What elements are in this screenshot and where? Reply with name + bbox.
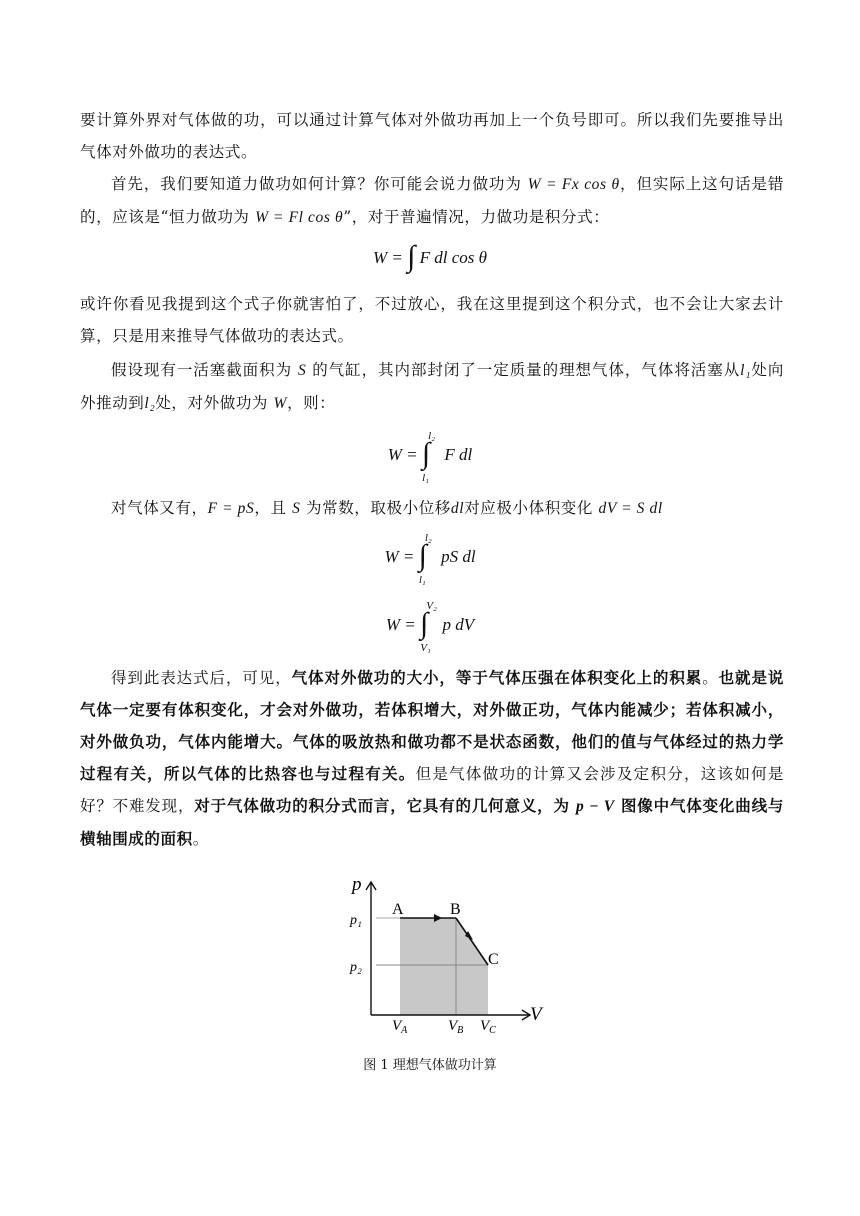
math-inline: p − V bbox=[576, 798, 615, 815]
integral-sign: ∫ bbox=[421, 437, 431, 470]
bold-text: 图像中气体变化曲线与横轴围成的面积 bbox=[80, 796, 784, 848]
math-inline: W bbox=[273, 395, 288, 412]
integral-sign: ∫ bbox=[420, 607, 429, 640]
lower-limit: V₁ bbox=[420, 642, 431, 654]
equation-work-pv bbox=[0, 600, 860, 654]
paragraph-conclusion bbox=[80, 662, 784, 855]
point-a-label: A bbox=[392, 901, 404, 918]
text: 处向外推动到 bbox=[80, 361, 784, 412]
eq-body: pS dl bbox=[441, 546, 476, 566]
eq-lhs: W = bbox=[385, 614, 416, 634]
bold-text: 也就是说气体一定要有体积变化，才会对外做功，若体积增大，对外做正功，气体内能减少；若体积减小，对外做负功，气体内能增大。气体的吸放热和做功都不是状态函数，他们的值与气体经过的热力学过程有关，所以气体的比热容也与过程有关。 bbox=[80, 668, 784, 783]
work-area bbox=[400, 918, 488, 1015]
p2-label: p₂ bbox=[350, 960, 362, 975]
eq-lhs: W = bbox=[387, 444, 418, 464]
bold-text: 气体对外做功的大小，等于气体压强在体积变化上的积累 bbox=[291, 668, 703, 687]
math-inline: dl bbox=[450, 500, 465, 517]
va-label: $V_A$ bbox=[392, 1018, 408, 1036]
lower-limit: l₁ bbox=[418, 574, 426, 586]
point-b-label: B bbox=[450, 901, 461, 918]
equation-work-ps bbox=[0, 532, 860, 586]
text: 的气缸，其内部封闭了一定质量的理想气体，气体将活塞从 bbox=[306, 361, 741, 379]
text: 处，对外做功为 bbox=[155, 394, 274, 412]
text: 首先，我们要知道力做功如何计算？你可能会说力做功为 bbox=[111, 175, 528, 193]
text: 但是气体做功的计算又会涉及定积分，这该如何是好？不难发现， bbox=[80, 765, 784, 815]
v-axis-label: V bbox=[530, 1004, 542, 1025]
math-inline: W = Fx cos θ bbox=[527, 176, 620, 193]
eq-body: F dl bbox=[444, 444, 473, 464]
paragraph-reassure: 或许你看见我提到这个式子你就害怕了，不过放心，我在这里提到这个积分式，也不会让大家去计算，只是用来推导气体做功的表达式。 bbox=[80, 295, 784, 345]
upper-limit: l₂ bbox=[424, 532, 432, 544]
text: ”，对于普遍情况，力做功是积分式： bbox=[343, 208, 610, 226]
vb-label: $V_B$ bbox=[448, 1018, 464, 1036]
pv-diagram bbox=[340, 868, 550, 1038]
vc-label: $V_C$ bbox=[480, 1018, 496, 1036]
eq-lhs: W = bbox=[384, 546, 415, 566]
figure-caption: 图 1 理想气体做功计算 bbox=[363, 1058, 497, 1073]
math-inline: S bbox=[292, 500, 301, 517]
text: 。 bbox=[192, 830, 209, 848]
lower-limit: l₁ bbox=[422, 472, 430, 484]
paragraph-force-work bbox=[80, 168, 784, 234]
eq-lhs: W = bbox=[373, 247, 403, 267]
text: 为常数，取极小位移 bbox=[300, 499, 451, 517]
bold-text: 对于气体做功的积分式而言，它具有的几何意义，为 bbox=[194, 796, 577, 815]
equation-work-integral bbox=[0, 242, 860, 276]
math-inline: l₁ bbox=[740, 362, 752, 379]
math-inline: l₂ bbox=[144, 395, 156, 412]
paragraph-pressure bbox=[80, 492, 784, 525]
text: ，则： bbox=[287, 394, 336, 412]
integral-sign: ∫ bbox=[418, 539, 427, 572]
math-inline: F = pS bbox=[207, 500, 255, 517]
eq-body: F dl cos θ bbox=[419, 247, 487, 267]
integral-sign: ∫ bbox=[407, 240, 416, 273]
p-axis-label: p bbox=[352, 874, 362, 895]
math-inline: S bbox=[297, 362, 307, 379]
text: 对气体又有， bbox=[111, 499, 208, 517]
text: 假设现有一活塞截面积为 bbox=[111, 361, 298, 379]
paragraph-cylinder bbox=[80, 354, 784, 420]
text: ，但实际上这句话是错的，应该是“恒力做功为 bbox=[80, 175, 785, 226]
text: 得到此表达式后，可见， bbox=[111, 669, 292, 687]
upper-limit: V₂ bbox=[426, 600, 437, 612]
math-inline: W = Fl cos θ bbox=[255, 209, 344, 226]
text: ，且 bbox=[254, 499, 293, 517]
equation-work-l bbox=[0, 430, 860, 484]
point-c-label: C bbox=[488, 951, 499, 968]
p1-label: p₁ bbox=[350, 913, 362, 928]
upper-limit: l₂ bbox=[428, 430, 436, 442]
eq-body: p dV bbox=[442, 614, 475, 634]
text: 对应极小体积变化 bbox=[464, 499, 599, 517]
text: 。 bbox=[702, 669, 719, 687]
paragraph-intro: 要计算外界对气体做的功，可以通过计算气体对外做功再加上一个负号即可。所以我们先要推导出气体对外做功的表达式。 bbox=[80, 111, 784, 161]
math-inline: dV = S dl bbox=[598, 500, 663, 517]
